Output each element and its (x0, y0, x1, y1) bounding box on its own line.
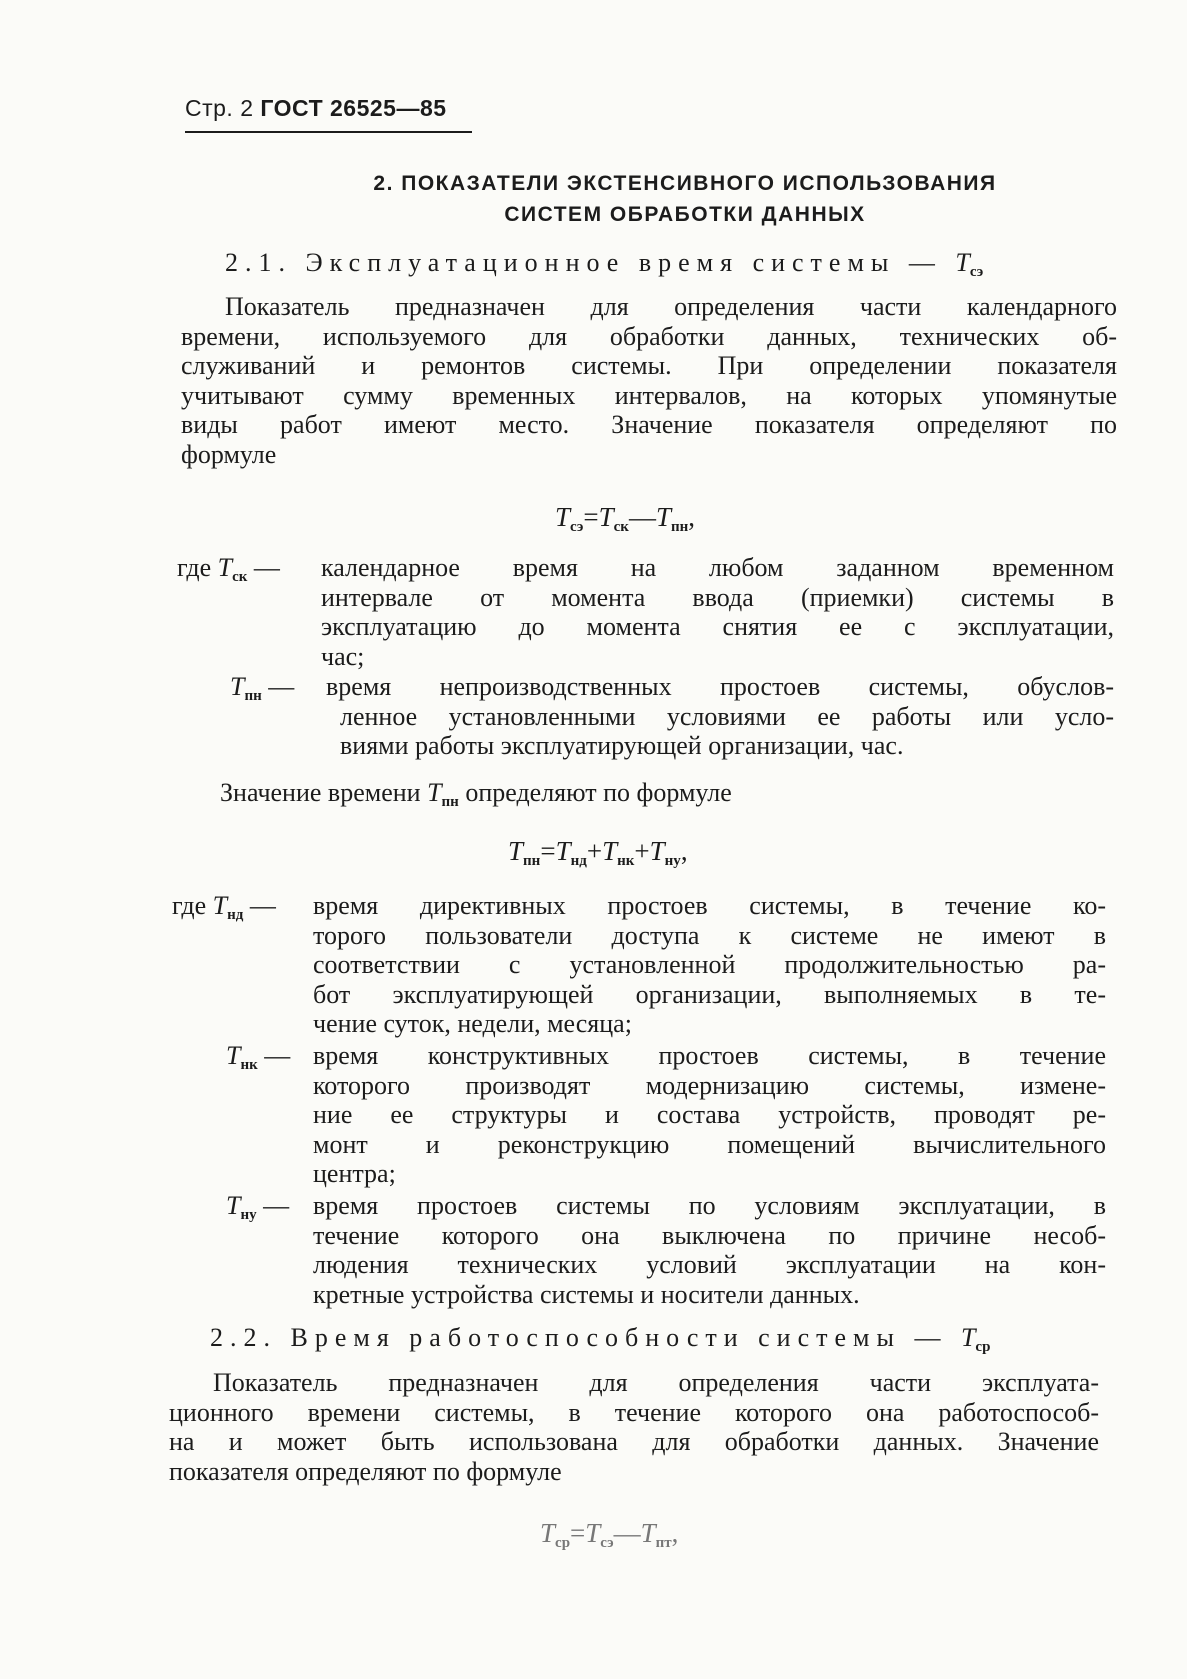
paragraph-2-1: Показатель предназначен для определения части календарного времени, используемого для обработки данных, технических об- служиваний и ремонтов системы. При определении показателя учитывают сумму временных интервалов, на которых упомянутые виды работ имеют место. Значение показателя определяют по формуле (181, 292, 1117, 469)
header-rule (185, 131, 472, 133)
definition-tnk: время конструктивных простоев системы, в течение которого производят модернизацию системы, измене- ние ее структуры и состава устройств, проводят ре- монт и реконструкцию помещений вычислительного центра; (313, 1041, 1106, 1188)
definition-tnu: время простоев системы по условиям эксплуатации, в течение которого она выключена по причине несоб- людения технических условий эксплуатации на кон- кретные устройства системы и носители данных. (313, 1191, 1106, 1309)
definition-tnd: время директивных простоев системы, в течение ко- торого пользователи доступа к системе не имеют в соответствии с установленной продолжительностью ра- бот эксплуатирующей организации, выполняемых в те- чение суток, недели, месяца; (313, 891, 1106, 1038)
definition-tsk: календарное время на любом заданном временном интервале от момента ввода (приемки) системы в эксплуатацию до момента снятия ее с эксплуатации, час; (321, 553, 1114, 671)
subsection-2-2-heading: 2.2. Время работоспособности системы — $T_{ср}$ (210, 1323, 991, 1355)
section-title-line1: 2. ПОКАЗАТЕЛИ ЭКСТЕНСИВНОГО ИСПОЛЬЗОВАНИЯ (373, 172, 997, 195)
page-header (185, 95, 447, 122)
standard-number: ГОСТ 26525—85 (260, 95, 447, 121)
definition-tnk-symbol: $T_{нк}$ — (226, 1041, 291, 1073)
where-label-2: где $T_{нд}$ — (172, 891, 276, 923)
where-label-1: где $T_{ск}$ — (177, 553, 280, 585)
paragraph-2-2: Показатель предназначен для определения части эксплуата- ционного времени системы, в течение которого она работоспособ- на и может быть использована для обработки данных. Значение показателя определяют по формуле (169, 1368, 1099, 1486)
section-title-line2: СИСТЕМ ОБРАБОТКИ ДАННЫХ (504, 203, 866, 226)
formula-tpn: $T_{пн}=T_{нд}+T_{нк}+T_{ну}$, (508, 836, 688, 869)
value-tpn-line: Значение времени $T_{пн}$ определяют по формуле (220, 778, 732, 810)
formula-tsr: $T_{ср}=T_{сэ}—T_{пт}$, (540, 1518, 679, 1551)
definition-tnu-symbol: $T_{ну}$ — (226, 1191, 290, 1223)
page-label: Стр. 2 (185, 95, 254, 121)
definition-tpn: время непроизводственных простоев системы, обуслов- ленное установленными условиями ее работы или усло- виями работы эксплуатирующей организации, час. (326, 672, 1114, 760)
formula-tse: $T_{сэ}=T_{ск}—T_{пн}$, (555, 502, 696, 535)
subsection-2-1-heading: 2.1. Эксплуатационное время системы — $T_{сэ}$ (225, 248, 984, 280)
definition-tpn-symbol: $T_{пн}$ — (230, 672, 295, 704)
